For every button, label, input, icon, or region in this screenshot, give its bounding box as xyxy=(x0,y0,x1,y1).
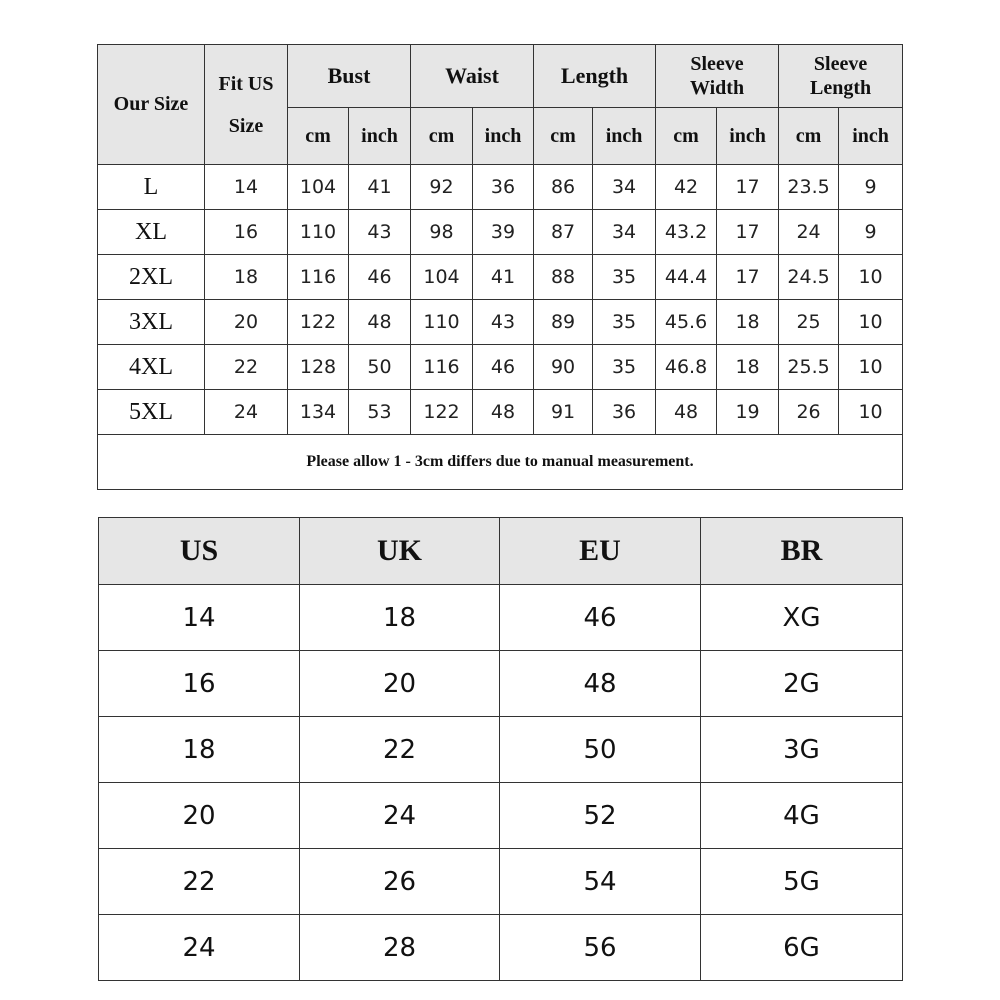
cell-waist-inch: 46 xyxy=(473,345,534,390)
cell-us: 14 xyxy=(99,585,300,651)
cell-bust-inch: 48 xyxy=(349,300,411,345)
cell-uk: 20 xyxy=(300,651,500,717)
cell-uk: 26 xyxy=(300,849,500,915)
table-row xyxy=(99,915,903,981)
cell-bust-inch: 41 xyxy=(349,165,411,210)
header-bust: Bust xyxy=(288,45,411,108)
header-uk: UK xyxy=(300,518,500,585)
header-br: BR xyxy=(701,518,903,585)
cell-br: 6G xyxy=(701,915,903,981)
cell-waist-inch: 43 xyxy=(473,300,534,345)
cell-br: 4G xyxy=(701,783,903,849)
cell-sleeve-width-inch: 17 xyxy=(717,210,779,255)
cell-sleeve-length-cm: 25.5 xyxy=(779,345,839,390)
cell-eu: 46 xyxy=(500,585,701,651)
cell-br: 5G xyxy=(701,849,903,915)
table-row xyxy=(98,345,903,390)
cell-waist-inch: 36 xyxy=(473,165,534,210)
unit-cm: cm xyxy=(779,108,839,165)
cell-bust-cm: 104 xyxy=(288,165,349,210)
cell-waist-cm: 104 xyxy=(411,255,473,300)
cell-length-cm: 86 xyxy=(534,165,593,210)
header-sleeve-width-line2: Width xyxy=(689,77,745,99)
cell-sleeve-length-cm: 24 xyxy=(779,210,839,255)
cell-waist-inch: 39 xyxy=(473,210,534,255)
cell-us: 22 xyxy=(99,849,300,915)
cell-sleeve-width-cm: 44.4 xyxy=(656,255,717,300)
header-sleeve-length-line2: Length xyxy=(809,77,872,99)
cell-waist-cm: 92 xyxy=(411,165,473,210)
size-conversion-table xyxy=(98,517,903,981)
cell-waist-cm: 110 xyxy=(411,300,473,345)
cell-us: 20 xyxy=(99,783,300,849)
header-us: US xyxy=(99,518,300,585)
cell-length-inch: 34 xyxy=(593,165,656,210)
cell-length-cm: 88 xyxy=(534,255,593,300)
cell-us: 16 xyxy=(99,651,300,717)
cell-us: 18 xyxy=(99,717,300,783)
cell-sleeve-length-inch: 10 xyxy=(839,300,903,345)
cell-size-label: 4XL xyxy=(98,345,205,390)
table-row xyxy=(98,300,903,345)
unit-inch: inch xyxy=(593,108,656,165)
table-row xyxy=(99,783,903,849)
conversion-body xyxy=(99,585,903,981)
cell-bust-cm: 128 xyxy=(288,345,349,390)
header-eu: EU xyxy=(500,518,701,585)
cell-size-label: 5XL xyxy=(98,390,205,435)
cell-waist-inch: 41 xyxy=(473,255,534,300)
table-row xyxy=(99,849,903,915)
cell-bust-inch: 46 xyxy=(349,255,411,300)
cell-bust-inch: 43 xyxy=(349,210,411,255)
size-chart-body xyxy=(98,165,903,435)
cell-sleeve-width-inch: 18 xyxy=(717,300,779,345)
unit-cm: cm xyxy=(411,108,473,165)
cell-sleeve-length-inch: 10 xyxy=(839,345,903,390)
cell-sleeve-width-cm: 48 xyxy=(656,390,717,435)
unit-inch: inch xyxy=(717,108,779,165)
cell-size-label: XL xyxy=(98,210,205,255)
cell-size-label: L xyxy=(98,165,205,210)
cell-fit-us: 20 xyxy=(205,300,288,345)
unit-cm: cm xyxy=(288,108,349,165)
cell-length-inch: 36 xyxy=(593,390,656,435)
table-row xyxy=(98,255,903,300)
cell-bust-cm: 110 xyxy=(288,210,349,255)
cell-length-cm: 87 xyxy=(534,210,593,255)
header-fit-us-line2: Size xyxy=(228,114,264,137)
cell-uk: 18 xyxy=(300,585,500,651)
header-sleeve-length-line1: Sleeve xyxy=(813,53,868,75)
unit-cm: cm xyxy=(656,108,717,165)
cell-br: 2G xyxy=(701,651,903,717)
measurement-note: Please allow 1 - 3cm differs due to manual measurement. xyxy=(98,435,903,490)
cell-waist-cm: 116 xyxy=(411,345,473,390)
cell-sleeve-length-cm: 24.5 xyxy=(779,255,839,300)
cell-fit-us: 24 xyxy=(205,390,288,435)
cell-length-cm: 90 xyxy=(534,345,593,390)
header-fit-us-size xyxy=(205,45,288,165)
table-row xyxy=(99,585,903,651)
cell-waist-inch: 48 xyxy=(473,390,534,435)
cell-sleeve-width-cm: 43.2 xyxy=(656,210,717,255)
cell-sleeve-length-cm: 23.5 xyxy=(779,165,839,210)
cell-uk: 28 xyxy=(300,915,500,981)
cell-length-cm: 91 xyxy=(534,390,593,435)
cell-eu: 50 xyxy=(500,717,701,783)
cell-sleeve-length-cm: 26 xyxy=(779,390,839,435)
cell-bust-cm: 116 xyxy=(288,255,349,300)
cell-eu: 48 xyxy=(500,651,701,717)
cell-fit-us: 16 xyxy=(205,210,288,255)
header-our-size: Our Size xyxy=(98,45,205,165)
cell-eu: 56 xyxy=(500,915,701,981)
cell-waist-cm: 98 xyxy=(411,210,473,255)
header-waist: Waist xyxy=(411,45,534,108)
cell-bust-inch: 53 xyxy=(349,390,411,435)
size-chart-table xyxy=(97,44,903,490)
cell-sleeve-width-cm: 45.6 xyxy=(656,300,717,345)
table-row xyxy=(99,651,903,717)
cell-sleeve-length-inch: 10 xyxy=(839,390,903,435)
cell-waist-cm: 122 xyxy=(411,390,473,435)
cell-sleeve-width-inch: 17 xyxy=(717,165,779,210)
unit-inch: inch xyxy=(839,108,903,165)
table-row xyxy=(98,390,903,435)
cell-br: XG xyxy=(701,585,903,651)
header-sleeve-width-line1: Sleeve xyxy=(690,53,744,75)
cell-br: 3G xyxy=(701,717,903,783)
cell-eu: 52 xyxy=(500,783,701,849)
header-fit-us-line1: Fit US xyxy=(218,72,274,95)
cell-sleeve-width-inch: 18 xyxy=(717,345,779,390)
table-row xyxy=(98,210,903,255)
cell-fit-us: 14 xyxy=(205,165,288,210)
cell-bust-inch: 50 xyxy=(349,345,411,390)
cell-sleeve-width-cm: 46.8 xyxy=(656,345,717,390)
cell-sleeve-width-inch: 17 xyxy=(717,255,779,300)
cell-length-inch: 35 xyxy=(593,255,656,300)
cell-length-inch: 35 xyxy=(593,300,656,345)
cell-sleeve-length-inch: 9 xyxy=(839,165,903,210)
cell-fit-us: 22 xyxy=(205,345,288,390)
cell-fit-us: 18 xyxy=(205,255,288,300)
unit-cm: cm xyxy=(534,108,593,165)
cell-uk: 22 xyxy=(300,717,500,783)
header-sleeve-length xyxy=(779,45,903,108)
table-row xyxy=(98,165,903,210)
header-length: Length xyxy=(534,45,656,108)
unit-inch: inch xyxy=(473,108,534,165)
cell-length-inch: 34 xyxy=(593,210,656,255)
cell-us: 24 xyxy=(99,915,300,981)
cell-sleeve-width-inch: 19 xyxy=(717,390,779,435)
cell-sleeve-length-cm: 25 xyxy=(779,300,839,345)
cell-bust-cm: 122 xyxy=(288,300,349,345)
cell-uk: 24 xyxy=(300,783,500,849)
cell-length-inch: 35 xyxy=(593,345,656,390)
cell-length-cm: 89 xyxy=(534,300,593,345)
cell-sleeve-length-inch: 10 xyxy=(839,255,903,300)
cell-size-label: 3XL xyxy=(98,300,205,345)
cell-size-label: 2XL xyxy=(98,255,205,300)
header-sleeve-width xyxy=(656,45,779,108)
cell-bust-cm: 134 xyxy=(288,390,349,435)
cell-sleeve-width-cm: 42 xyxy=(656,165,717,210)
cell-eu: 54 xyxy=(500,849,701,915)
table-row xyxy=(99,717,903,783)
cell-sleeve-length-inch: 9 xyxy=(839,210,903,255)
unit-inch: inch xyxy=(349,108,411,165)
